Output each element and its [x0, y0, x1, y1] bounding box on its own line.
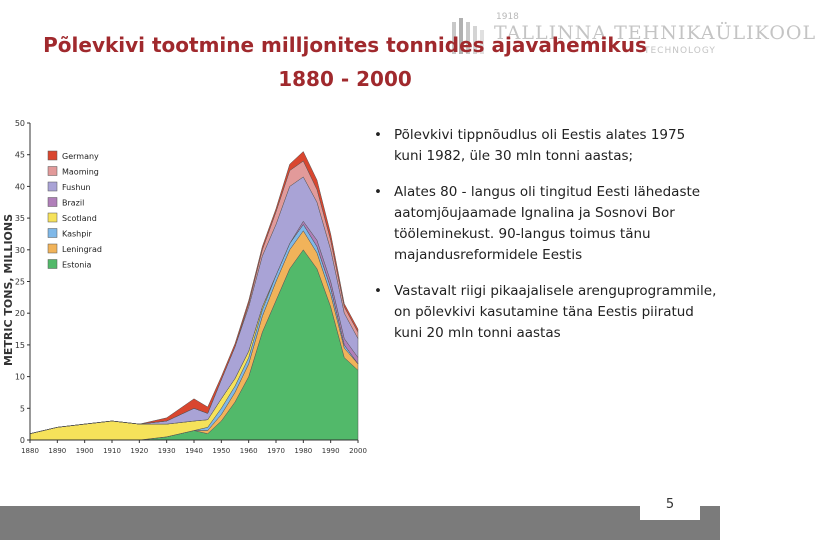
legend-label: Kashpir: [62, 229, 92, 239]
slide-title-line2: 1880 - 2000: [278, 67, 412, 91]
y-tick-label: 5: [19, 404, 25, 414]
legend-swatch: [48, 151, 57, 160]
legend-label: Maoming: [62, 167, 99, 177]
x-tick-label: 1930: [157, 447, 176, 455]
y-tick-label: 0: [19, 436, 25, 445]
legend-swatch: [48, 260, 57, 269]
bullet-dot-icon: •: [374, 283, 382, 299]
x-tick-label: 1950: [212, 447, 231, 455]
x-tick-label: 1980: [294, 447, 313, 455]
legend-swatch: [48, 198, 57, 207]
bullet-text: Põlevkivi tippnõudlus oli Eestis alates 1975 kuni 1982, üle 30 mln tonni aastas;: [394, 127, 686, 164]
x-tick-label: 1880: [21, 447, 39, 455]
bullet-dot-icon: •: [374, 127, 382, 143]
bullet-text: Alates 80 - langus oli tingitud Eesti lähedaste aatomjõujaamade Ignalina ja Sosnovi Bor tööleminekust. 90-langus toimus tänu majandusreformidele Eestis: [394, 184, 701, 263]
y-axis-label: METRIC TONS, MILLIONS: [2, 213, 15, 367]
y-tick-label: 20: [14, 309, 25, 319]
legend-swatch: [48, 167, 57, 176]
logo-year: 1918: [496, 12, 519, 22]
slide-title-line1: Põlevkivi tootmine milljonites tonnides ajavahemikus: [43, 33, 647, 57]
logo-name: TALLINNA TEHNIKAÜLIKOOL: [494, 22, 816, 44]
bullet-item: [372, 281, 717, 344]
y-tick-label: 40: [14, 182, 25, 192]
footer-bar: [0, 506, 720, 540]
legend-label: Leningrad: [62, 245, 102, 254]
bullet-list: [372, 125, 717, 359]
x-tick-label: 1920: [130, 447, 149, 455]
x-tick-label: 1940: [185, 447, 203, 455]
legend-swatch: [48, 229, 57, 238]
legend-label: Estonia: [62, 260, 92, 270]
page-number: 5: [640, 494, 700, 520]
bullet-item: [372, 125, 717, 167]
y-tick-label: 30: [14, 245, 25, 255]
legend-swatch: [48, 244, 57, 253]
x-tick-label: 1970: [267, 447, 285, 455]
x-tick-label: 2000: [349, 447, 367, 455]
y-tick-label: 10: [14, 372, 25, 382]
bullet-dot-icon: •: [374, 184, 382, 200]
x-tick-label: 1990: [321, 447, 340, 455]
x-tick-label: 1960: [239, 447, 258, 455]
logo-subtitle: TECHNOLOGY: [644, 46, 716, 56]
x-tick-label: 1910: [103, 447, 121, 455]
legend-label: Scotland: [62, 214, 97, 223]
legend-label: Brazil: [62, 198, 85, 208]
legend-label: Germany: [62, 152, 99, 161]
y-tick-label: 50: [14, 119, 25, 128]
y-tick-label: 15: [14, 340, 25, 350]
bullet-text: Vastavalt riigi pikaajalisele arenguprogrammile, on põlevkivi kasutamine täna Eestis piiratud kuni 20 mln tonni aastas: [394, 283, 717, 341]
bullet-item: [372, 182, 717, 266]
y-tick-label: 45: [14, 150, 25, 160]
legend-swatch: [48, 213, 57, 222]
legend-label: Fushun: [62, 183, 91, 192]
legend-swatch: [48, 182, 57, 191]
y-tick-label: 35: [14, 214, 25, 224]
slide-title: [20, 28, 670, 96]
y-tick-label: 25: [14, 277, 25, 287]
x-tick-label: 1890: [48, 447, 67, 455]
oil-shale-production-chart: [0, 115, 367, 465]
x-tick-label: 1900: [75, 447, 94, 455]
